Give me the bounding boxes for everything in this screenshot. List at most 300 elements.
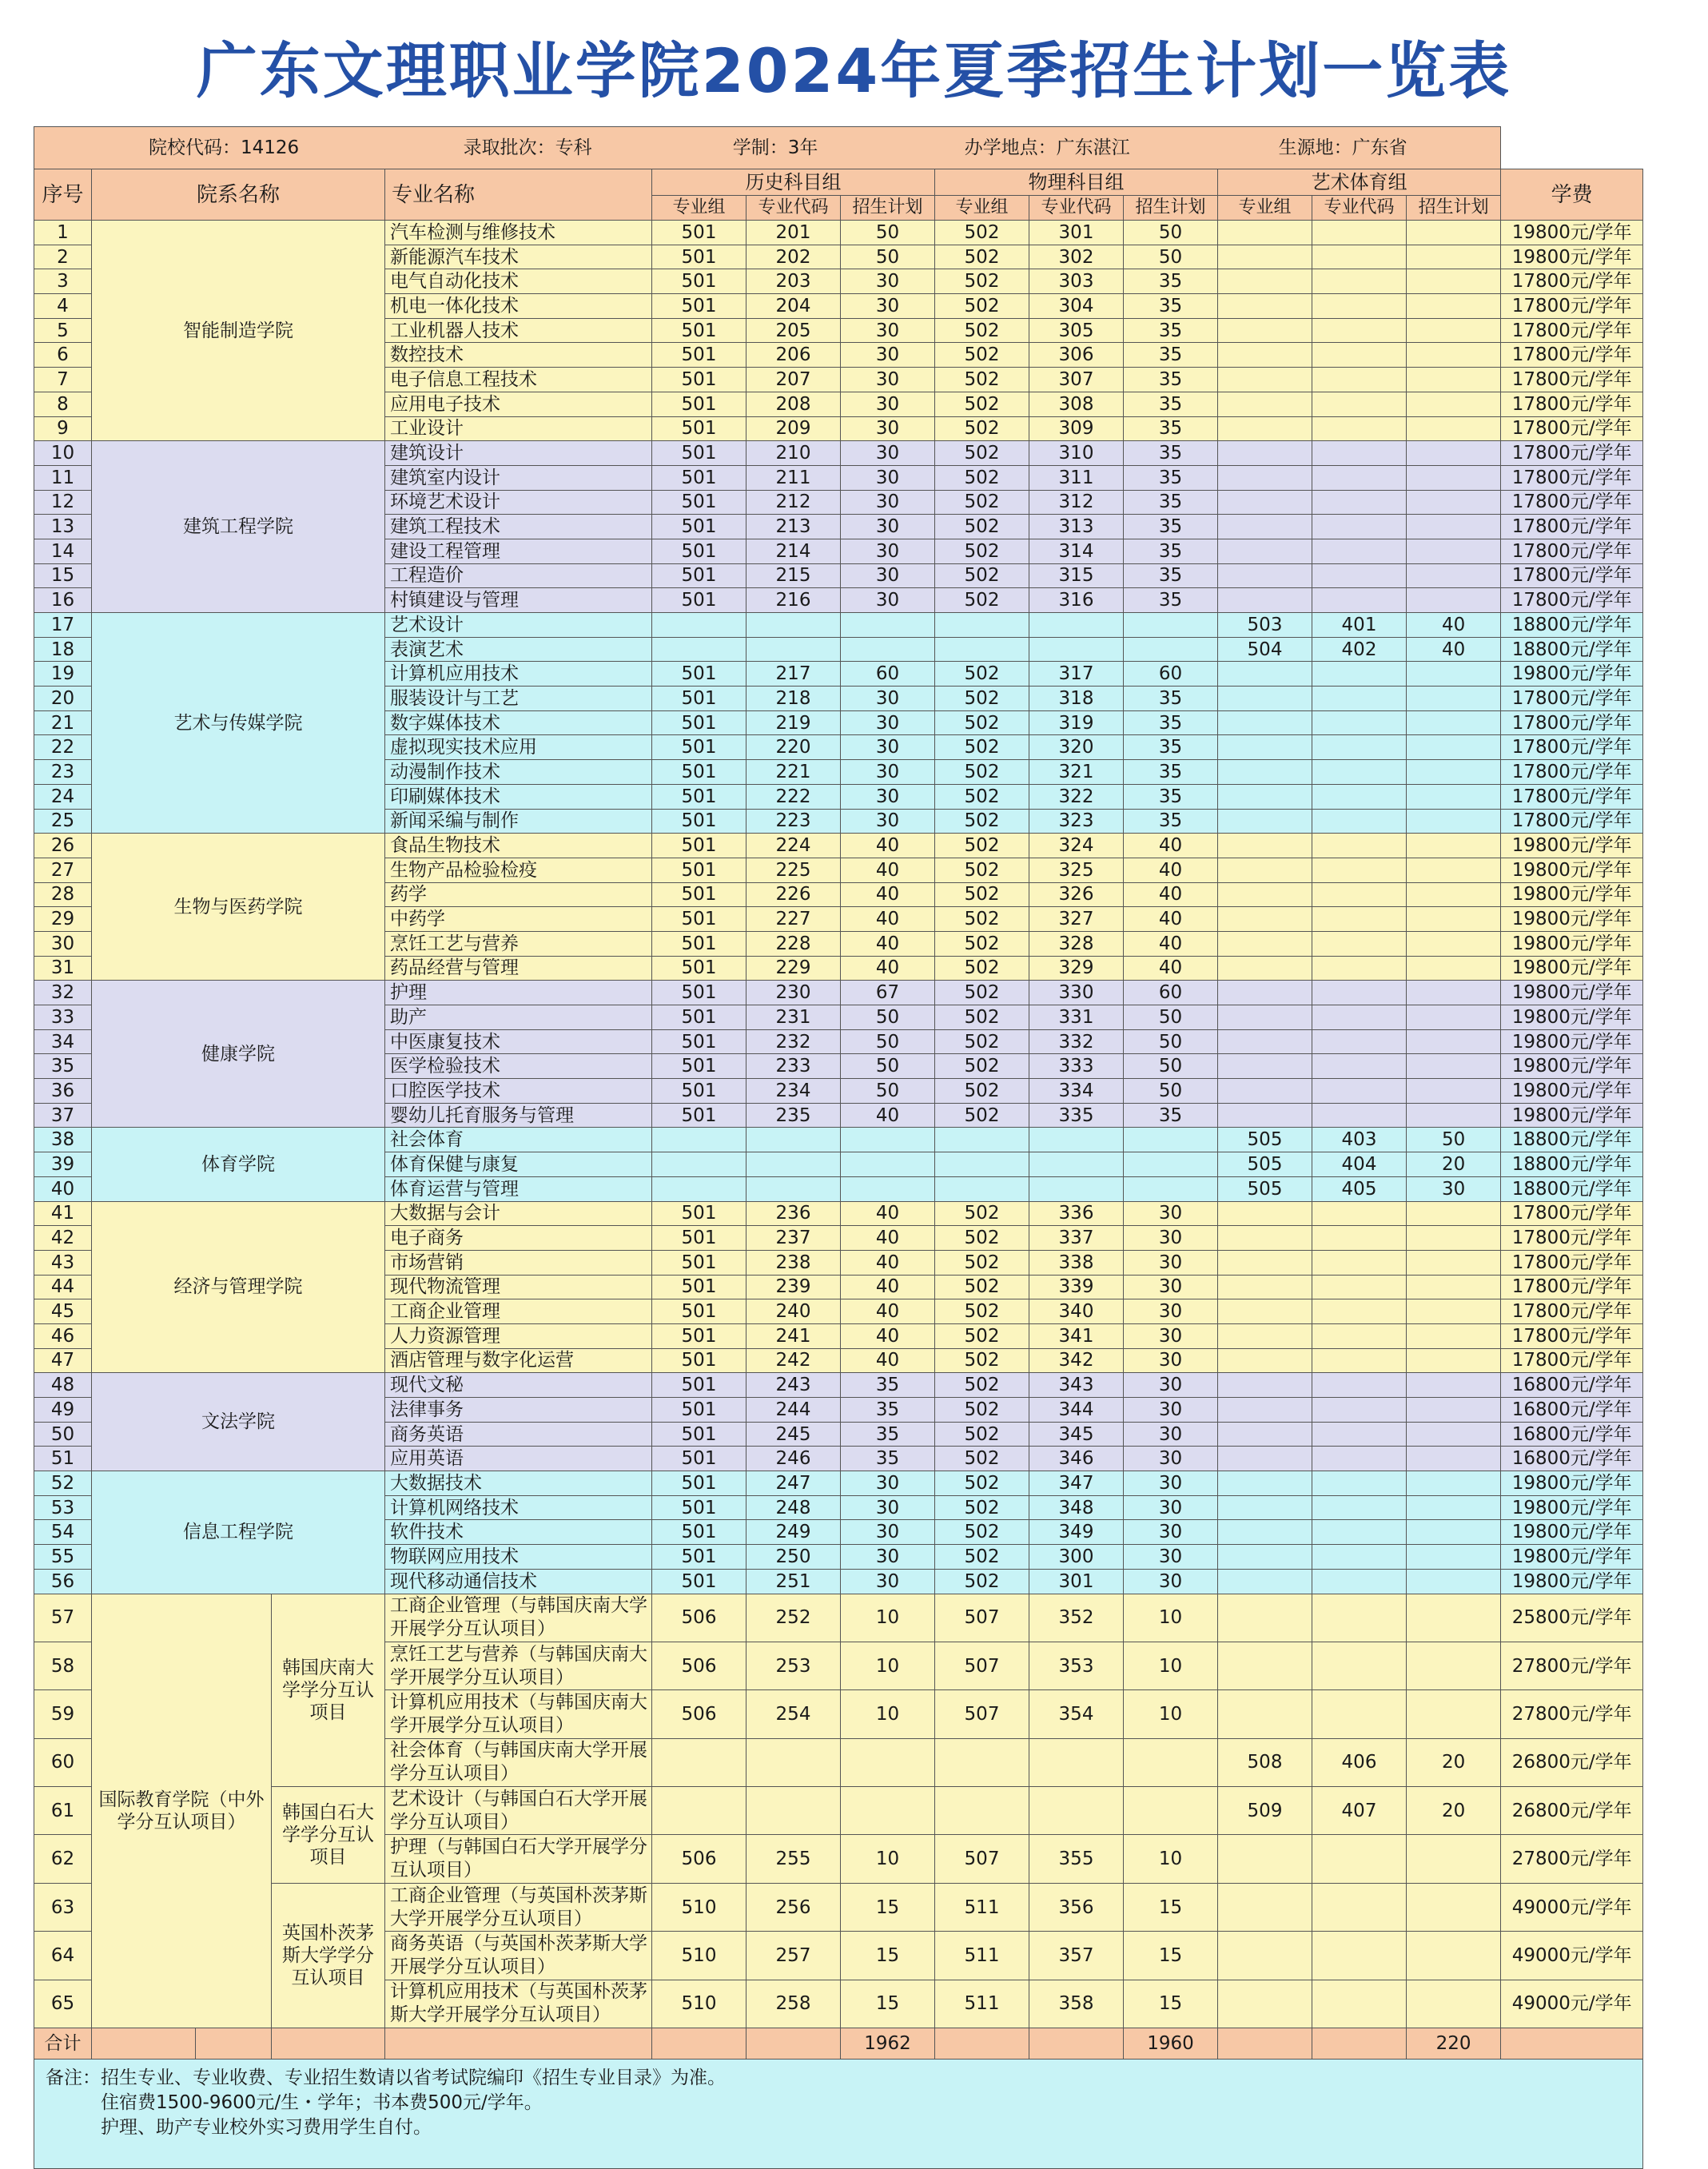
row-seq: 16 bbox=[34, 588, 92, 613]
history-plan: 50 bbox=[841, 245, 935, 269]
history-code: 258 bbox=[747, 1980, 841, 2028]
physics-plan: 30 bbox=[1124, 1495, 1218, 1520]
row-seq: 30 bbox=[34, 931, 92, 956]
major-name: 护理 bbox=[385, 981, 652, 1005]
history-plan bbox=[841, 613, 935, 638]
physics-group: 507 bbox=[935, 1835, 1029, 1883]
physics-plan: 40 bbox=[1124, 882, 1218, 907]
total-blank bbox=[935, 2028, 1029, 2060]
history-group bbox=[652, 613, 747, 638]
physics-group: 502 bbox=[935, 588, 1029, 613]
arts-code bbox=[1312, 710, 1407, 735]
physics-group: 502 bbox=[935, 1373, 1029, 1398]
major-name: 村镇建设与管理 bbox=[385, 588, 652, 613]
arts-plan bbox=[1407, 1299, 1501, 1324]
physics-code: 321 bbox=[1029, 760, 1124, 785]
physics-group: 502 bbox=[935, 416, 1029, 441]
arts-plan bbox=[1407, 1569, 1501, 1594]
physics-plan: 50 bbox=[1124, 1005, 1218, 1030]
major-name: 数控技术 bbox=[385, 343, 652, 368]
arts-group bbox=[1218, 1422, 1312, 1447]
physics-plan: 35 bbox=[1124, 392, 1218, 416]
arts-plan bbox=[1407, 1422, 1501, 1447]
physics-plan: 40 bbox=[1124, 956, 1218, 981]
physics-code: 327 bbox=[1029, 907, 1124, 932]
physics-plan: 15 bbox=[1124, 1980, 1218, 2028]
history-plan: 40 bbox=[841, 882, 935, 907]
tuition-fee: 19800元/学年 bbox=[1501, 981, 1643, 1005]
history-group: 501 bbox=[652, 662, 747, 687]
arts-plan bbox=[1407, 1250, 1501, 1275]
header-arts-group: 艺术体育组 bbox=[1218, 169, 1501, 196]
major-name: 物联网应用技术 bbox=[385, 1545, 652, 1570]
physics-group: 502 bbox=[935, 1569, 1029, 1594]
arts-group bbox=[1218, 1275, 1312, 1299]
row-seq: 18 bbox=[34, 637, 92, 662]
physics-code: 309 bbox=[1029, 416, 1124, 441]
major-name: 烹饪工艺与营养（与韩国庆南大学开展学分互认项目） bbox=[385, 1642, 652, 1689]
arts-group bbox=[1218, 687, 1312, 711]
arts-plan bbox=[1407, 294, 1501, 319]
history-group: 501 bbox=[652, 735, 747, 760]
tuition-fee: 17800元/学年 bbox=[1501, 1250, 1643, 1275]
physics-plan: 10 bbox=[1124, 1690, 1218, 1738]
arts-plan bbox=[1407, 1201, 1501, 1226]
physics-group: 502 bbox=[935, 441, 1029, 466]
history-code: 215 bbox=[747, 563, 841, 588]
department-name: 艺术与传媒学院 bbox=[92, 613, 385, 834]
major-name: 表演艺术 bbox=[385, 637, 652, 662]
history-code: 212 bbox=[747, 490, 841, 515]
physics-group: 502 bbox=[935, 1545, 1029, 1570]
arts-code bbox=[1312, 931, 1407, 956]
tuition-fee: 17800元/学年 bbox=[1501, 784, 1643, 809]
physics-group: 507 bbox=[935, 1690, 1029, 1738]
physics-plan bbox=[1124, 1152, 1218, 1177]
campus-location: 办学地点：广东湛江 bbox=[964, 137, 1130, 158]
physics-plan: 35 bbox=[1124, 710, 1218, 735]
history-group bbox=[652, 637, 747, 662]
row-seq: 6 bbox=[34, 343, 92, 368]
history-plan: 30 bbox=[841, 760, 935, 785]
arts-code bbox=[1312, 1447, 1407, 1471]
physics-code: 300 bbox=[1029, 1545, 1124, 1570]
physics-plan: 30 bbox=[1124, 1373, 1218, 1398]
major-name: 建筑室内设计 bbox=[385, 465, 652, 490]
major-name: 工商企业管理（与韩国庆南大学开展学分互认项目） bbox=[385, 1594, 652, 1642]
school-code: 院校代码：14126 bbox=[149, 137, 300, 158]
physics-group bbox=[935, 1152, 1029, 1177]
physics-plan: 35 bbox=[1124, 269, 1218, 294]
arts-group bbox=[1218, 1079, 1312, 1104]
total-blank bbox=[272, 2028, 385, 2060]
history-group: 501 bbox=[652, 1520, 747, 1545]
table-row bbox=[34, 441, 1643, 466]
study-years: 学制：3年 bbox=[732, 137, 818, 158]
arts-plan bbox=[1407, 368, 1501, 392]
arts-group: 505 bbox=[1218, 1128, 1312, 1152]
physics-plan bbox=[1124, 613, 1218, 638]
tuition-fee: 17800元/学年 bbox=[1501, 687, 1643, 711]
physics-plan: 50 bbox=[1124, 221, 1218, 245]
arts-group bbox=[1218, 1520, 1312, 1545]
history-plan bbox=[841, 1128, 935, 1152]
table-row bbox=[34, 613, 1643, 638]
physics-code: 314 bbox=[1029, 539, 1124, 563]
arts-code bbox=[1312, 1323, 1407, 1348]
row-seq: 24 bbox=[34, 784, 92, 809]
major-name: 虚拟现实技术应用 bbox=[385, 735, 652, 760]
physics-code: 331 bbox=[1029, 1005, 1124, 1030]
tuition-fee: 17800元/学年 bbox=[1501, 588, 1643, 613]
arts-code bbox=[1312, 1348, 1407, 1373]
tuition-fee: 19800元/学年 bbox=[1501, 1029, 1643, 1054]
physics-group bbox=[935, 637, 1029, 662]
arts-code bbox=[1312, 1299, 1407, 1324]
arts-group: 503 bbox=[1218, 613, 1312, 638]
history-plan: 50 bbox=[841, 1005, 935, 1030]
history-group: 501 bbox=[652, 981, 747, 1005]
row-seq: 15 bbox=[34, 563, 92, 588]
tuition-fee: 17800元/学年 bbox=[1501, 368, 1643, 392]
row-seq: 53 bbox=[34, 1495, 92, 1520]
physics-code: 333 bbox=[1029, 1054, 1124, 1079]
physics-code: 323 bbox=[1029, 809, 1124, 834]
history-code: 234 bbox=[747, 1079, 841, 1104]
arts-plan bbox=[1407, 1835, 1501, 1883]
row-seq: 45 bbox=[34, 1299, 92, 1324]
history-code: 229 bbox=[747, 956, 841, 981]
major-name: 药品经营与管理 bbox=[385, 956, 652, 981]
history-code: 240 bbox=[747, 1299, 841, 1324]
header-code: 专业代码 bbox=[747, 196, 841, 221]
history-code bbox=[747, 637, 841, 662]
row-seq: 25 bbox=[34, 809, 92, 834]
history-plan: 40 bbox=[841, 1201, 935, 1226]
history-code: 254 bbox=[747, 1690, 841, 1738]
physics-code: 329 bbox=[1029, 956, 1124, 981]
history-code: 223 bbox=[747, 809, 841, 834]
physics-plan: 35 bbox=[1124, 760, 1218, 785]
major-name: 口腔医学技术 bbox=[385, 1079, 652, 1104]
history-code: 251 bbox=[747, 1569, 841, 1594]
major-name: 印刷媒体技术 bbox=[385, 784, 652, 809]
physics-plan: 30 bbox=[1124, 1545, 1218, 1570]
major-name: 计算机网络技术 bbox=[385, 1495, 652, 1520]
physics-group: 502 bbox=[935, 858, 1029, 882]
physics-group bbox=[935, 1787, 1029, 1835]
history-group: 501 bbox=[652, 318, 747, 343]
arts-group bbox=[1218, 441, 1312, 466]
history-code: 205 bbox=[747, 318, 841, 343]
row-seq: 59 bbox=[34, 1690, 92, 1738]
physics-group: 502 bbox=[935, 1495, 1029, 1520]
arts-code bbox=[1312, 1029, 1407, 1054]
note-line: 护理、助产专业校外实习费用学生自付。 bbox=[101, 2117, 432, 2139]
major-name: 法律事务 bbox=[385, 1398, 652, 1423]
history-code bbox=[747, 1738, 841, 1786]
physics-code: 301 bbox=[1029, 1569, 1124, 1594]
header-physics-group: 物理科目组 bbox=[935, 169, 1218, 196]
history-code: 232 bbox=[747, 1029, 841, 1054]
physics-plan: 30 bbox=[1124, 1348, 1218, 1373]
physics-code: 328 bbox=[1029, 931, 1124, 956]
tuition-fee: 19800元/学年 bbox=[1501, 882, 1643, 907]
tuition-fee: 19800元/学年 bbox=[1501, 1520, 1643, 1545]
history-group: 510 bbox=[652, 1980, 747, 2028]
table-row bbox=[34, 1128, 1643, 1152]
tuition-fee: 19800元/学年 bbox=[1501, 956, 1643, 981]
row-seq: 33 bbox=[34, 1005, 92, 1030]
arts-plan bbox=[1407, 834, 1501, 858]
arts-code bbox=[1312, 735, 1407, 760]
history-plan: 40 bbox=[841, 858, 935, 882]
row-seq: 29 bbox=[34, 907, 92, 932]
history-group: 501 bbox=[652, 563, 747, 588]
total-row bbox=[34, 2028, 1643, 2060]
row-seq: 5 bbox=[34, 318, 92, 343]
arts-plan bbox=[1407, 858, 1501, 882]
history-plan: 40 bbox=[841, 1299, 935, 1324]
physics-code: 304 bbox=[1029, 294, 1124, 319]
major-name: 新闻采编与制作 bbox=[385, 809, 652, 834]
arts-group bbox=[1218, 515, 1312, 539]
department-name: 信息工程学院 bbox=[92, 1471, 385, 1594]
physics-group: 502 bbox=[935, 1323, 1029, 1348]
history-group bbox=[652, 1738, 747, 1786]
arts-plan bbox=[1407, 1690, 1501, 1738]
major-name: 机电一体化技术 bbox=[385, 294, 652, 319]
physics-plan: 35 bbox=[1124, 1103, 1218, 1128]
physics-code: 312 bbox=[1029, 490, 1124, 515]
physics-code: 345 bbox=[1029, 1422, 1124, 1447]
department-name: 国际教育学院（中外学分互认项目） bbox=[92, 1594, 272, 2028]
history-code: 247 bbox=[747, 1471, 841, 1496]
tuition-fee: 17800元/学年 bbox=[1501, 735, 1643, 760]
major-name: 大数据技术 bbox=[385, 1471, 652, 1496]
history-code: 214 bbox=[747, 539, 841, 563]
physics-code bbox=[1029, 637, 1124, 662]
arts-code: 402 bbox=[1312, 637, 1407, 662]
table-row bbox=[34, 1373, 1643, 1398]
tuition-fee: 19800元/学年 bbox=[1501, 858, 1643, 882]
physics-group: 502 bbox=[935, 465, 1029, 490]
history-code: 225 bbox=[747, 858, 841, 882]
tuition-fee: 49000元/学年 bbox=[1501, 1883, 1643, 1931]
tuition-fee: 17800元/学年 bbox=[1501, 809, 1643, 834]
physics-group: 511 bbox=[935, 1980, 1029, 2028]
table-row bbox=[34, 1787, 1643, 1835]
arts-group bbox=[1218, 710, 1312, 735]
arts-code bbox=[1312, 1545, 1407, 1570]
arts-group bbox=[1218, 834, 1312, 858]
department-name: 建筑工程学院 bbox=[92, 441, 385, 613]
arts-group bbox=[1218, 735, 1312, 760]
arts-code bbox=[1312, 1226, 1407, 1251]
arts-code bbox=[1312, 245, 1407, 269]
department-name: 健康学院 bbox=[92, 981, 385, 1128]
arts-plan: 20 bbox=[1407, 1152, 1501, 1177]
arts-plan bbox=[1407, 1932, 1501, 1980]
arts-group bbox=[1218, 1690, 1312, 1738]
physics-group: 502 bbox=[935, 834, 1029, 858]
arts-plan: 20 bbox=[1407, 1738, 1501, 1786]
tuition-fee: 18800元/学年 bbox=[1501, 637, 1643, 662]
arts-code bbox=[1312, 1201, 1407, 1226]
header-dept: 院系名称 bbox=[92, 169, 385, 221]
major-name: 婴幼儿托育服务与管理 bbox=[385, 1103, 652, 1128]
history-code: 238 bbox=[747, 1250, 841, 1275]
history-group: 501 bbox=[652, 221, 747, 245]
history-plan: 35 bbox=[841, 1398, 935, 1423]
history-group: 501 bbox=[652, 1348, 747, 1373]
history-code: 257 bbox=[747, 1932, 841, 1980]
arts-code: 405 bbox=[1312, 1176, 1407, 1201]
arts-code bbox=[1312, 1642, 1407, 1689]
arts-group bbox=[1218, 1398, 1312, 1423]
arts-code bbox=[1312, 416, 1407, 441]
physics-code: 352 bbox=[1029, 1594, 1124, 1642]
tuition-fee: 17800元/学年 bbox=[1501, 318, 1643, 343]
physics-group: 502 bbox=[935, 1398, 1029, 1423]
history-code: 208 bbox=[747, 392, 841, 416]
major-name: 计算机应用技术（与英国朴茨茅斯大学开展学分互认项目） bbox=[385, 1980, 652, 2028]
arts-code bbox=[1312, 1569, 1407, 1594]
arts-plan bbox=[1407, 687, 1501, 711]
row-seq: 47 bbox=[34, 1348, 92, 1373]
physics-code: 313 bbox=[1029, 515, 1124, 539]
physics-group: 502 bbox=[935, 318, 1029, 343]
arts-plan: 40 bbox=[1407, 637, 1501, 662]
physics-group bbox=[935, 1176, 1029, 1201]
physics-code: 353 bbox=[1029, 1642, 1124, 1689]
physics-plan: 40 bbox=[1124, 858, 1218, 882]
physics-code: 349 bbox=[1029, 1520, 1124, 1545]
tuition-fee: 17800元/学年 bbox=[1501, 490, 1643, 515]
physics-group: 502 bbox=[935, 809, 1029, 834]
arts-plan bbox=[1407, 1373, 1501, 1398]
row-seq: 27 bbox=[34, 858, 92, 882]
row-seq: 38 bbox=[34, 1128, 92, 1152]
tuition-fee: 16800元/学年 bbox=[1501, 1447, 1643, 1471]
physics-group: 502 bbox=[935, 931, 1029, 956]
arts-plan bbox=[1407, 1980, 1501, 2028]
physics-code: 336 bbox=[1029, 1201, 1124, 1226]
history-code: 216 bbox=[747, 588, 841, 613]
history-group: 501 bbox=[652, 907, 747, 932]
row-seq: 19 bbox=[34, 662, 92, 687]
major-name: 商务英语（与英国朴茨茅斯大学开展学分互认项目） bbox=[385, 1932, 652, 1980]
physics-group: 502 bbox=[935, 1471, 1029, 1496]
physics-group: 502 bbox=[935, 1029, 1029, 1054]
tuition-fee: 17800元/学年 bbox=[1501, 1323, 1643, 1348]
arts-group bbox=[1218, 956, 1312, 981]
tuition-fee: 26800元/学年 bbox=[1501, 1738, 1643, 1786]
physics-group: 502 bbox=[935, 1299, 1029, 1324]
admission-batch: 录取批次：专科 bbox=[463, 137, 592, 158]
history-code: 242 bbox=[747, 1348, 841, 1373]
arts-group bbox=[1218, 318, 1312, 343]
history-plan: 50 bbox=[841, 221, 935, 245]
history-plan: 40 bbox=[841, 1348, 935, 1373]
arts-plan bbox=[1407, 1398, 1501, 1423]
arts-group bbox=[1218, 1569, 1312, 1594]
major-name: 现代文秘 bbox=[385, 1373, 652, 1398]
physics-plan: 35 bbox=[1124, 416, 1218, 441]
history-group: 501 bbox=[652, 1373, 747, 1398]
row-seq: 8 bbox=[34, 392, 92, 416]
tuition-fee: 17800元/学年 bbox=[1501, 269, 1643, 294]
physics-group bbox=[935, 613, 1029, 638]
arts-group bbox=[1218, 1883, 1312, 1931]
row-seq: 39 bbox=[34, 1152, 92, 1177]
total-blank bbox=[1029, 2028, 1124, 2060]
history-group: 501 bbox=[652, 858, 747, 882]
arts-code bbox=[1312, 1398, 1407, 1423]
arts-code bbox=[1312, 441, 1407, 466]
major-name: 工商企业管理（与英国朴茨茅斯大学开展学分互认项目） bbox=[385, 1883, 652, 1931]
header-code: 专业代码 bbox=[1312, 196, 1407, 221]
arts-group: 505 bbox=[1218, 1176, 1312, 1201]
history-group: 501 bbox=[652, 1275, 747, 1299]
arts-group bbox=[1218, 1373, 1312, 1398]
arts-group bbox=[1218, 784, 1312, 809]
history-plan bbox=[841, 1176, 935, 1201]
arts-code bbox=[1312, 1103, 1407, 1128]
header-group: 专业组 bbox=[652, 196, 747, 221]
arts-group bbox=[1218, 245, 1312, 269]
history-group: 501 bbox=[652, 269, 747, 294]
tuition-fee: 19800元/学年 bbox=[1501, 245, 1643, 269]
physics-code: 358 bbox=[1029, 1980, 1124, 2028]
physics-group: 502 bbox=[935, 1250, 1029, 1275]
header-seq: 序号 bbox=[34, 169, 92, 221]
arts-code: 401 bbox=[1312, 613, 1407, 638]
major-name: 电气自动化技术 bbox=[385, 269, 652, 294]
table-row bbox=[34, 1471, 1643, 1496]
tuition-fee: 17800元/学年 bbox=[1501, 1201, 1643, 1226]
major-name: 现代物流管理 bbox=[385, 1275, 652, 1299]
arts-code: 406 bbox=[1312, 1738, 1407, 1786]
row-seq: 9 bbox=[34, 416, 92, 441]
history-group: 506 bbox=[652, 1835, 747, 1883]
arts-code bbox=[1312, 760, 1407, 785]
arts-group bbox=[1218, 1029, 1312, 1054]
header-plan: 招生计划 bbox=[1407, 196, 1501, 221]
page-title: 广东文理职业学院2024年夏季招生计划一览表 bbox=[196, 35, 1512, 106]
arts-group: 508 bbox=[1218, 1738, 1312, 1786]
tuition-fee: 19800元/学年 bbox=[1501, 931, 1643, 956]
history-plan: 40 bbox=[841, 1250, 935, 1275]
history-plan: 10 bbox=[841, 1690, 935, 1738]
history-group: 501 bbox=[652, 441, 747, 466]
history-code: 241 bbox=[747, 1323, 841, 1348]
arts-plan bbox=[1407, 515, 1501, 539]
major-name: 大数据与会计 bbox=[385, 1201, 652, 1226]
physics-plan: 40 bbox=[1124, 834, 1218, 858]
arts-code bbox=[1312, 956, 1407, 981]
arts-group bbox=[1218, 1299, 1312, 1324]
physics-plan: 50 bbox=[1124, 1029, 1218, 1054]
history-group: 501 bbox=[652, 1250, 747, 1275]
arts-plan bbox=[1407, 318, 1501, 343]
history-group: 501 bbox=[652, 294, 747, 319]
history-group: 501 bbox=[652, 710, 747, 735]
total-blank bbox=[385, 2028, 652, 2060]
physics-code: 317 bbox=[1029, 662, 1124, 687]
tuition-fee: 17800元/学年 bbox=[1501, 441, 1643, 466]
major-name: 工程造价 bbox=[385, 563, 652, 588]
